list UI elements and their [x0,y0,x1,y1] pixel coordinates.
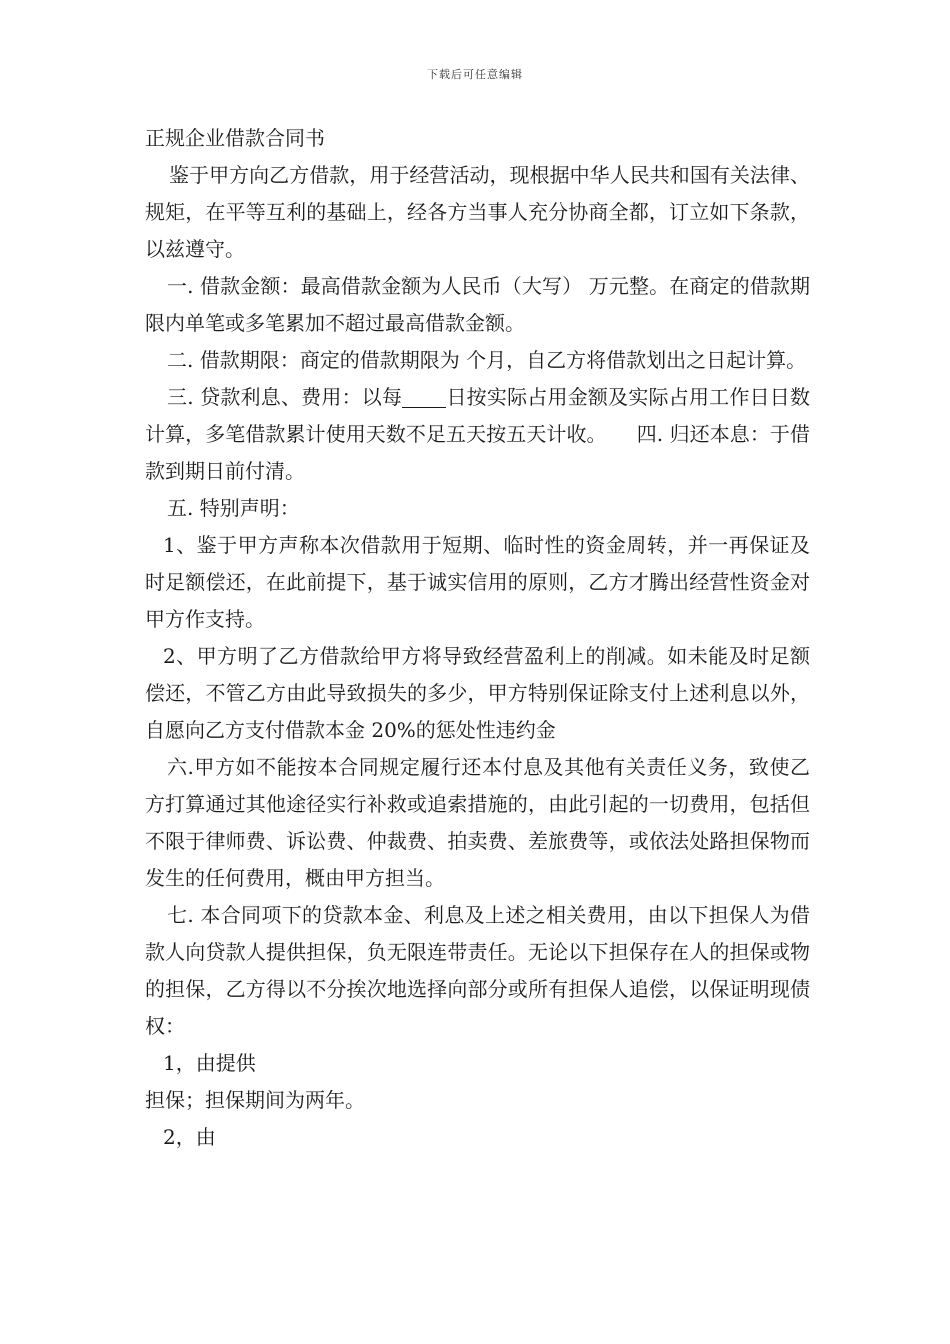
guarantee-item-1-period: 担保；担保期间为两年。 [145,1088,365,1112]
clause-5-item-2: 2、甲方明了乙方借款给甲方将导致经营盈利上的削减。如未能及时足额偿还，不管乙方由此导致损失的多少，甲方特别保证除支付上述利息以外，自愿向乙方支付借款本金 20%的惩处性违约金 [145,644,810,742]
clause-3-interest [145,379,810,490]
clause-3-text-end: 日按实际占用金额及实际占用工作日日数计算，多笔借款累计使用天数不足五天按五天计收。 四. 归还本息：于借款到期日前付清。 [145,385,811,483]
clause-3-text-start: 三. 贷款利息、费用：以每 [167,385,403,409]
guarantee-item-2: 2，由 [163,1125,216,1149]
guarantee-item-1: 1，由提供 [163,1051,256,1075]
clause-1-loan-amount: 一. 借款金额：最高借款金额为人民币（大写） 万元整。在商定的借款期限内单笔或多笔累加不超过最高借款金额。 [145,274,810,335]
document-title: 正规企业借款合同书 [145,126,325,150]
clause-2-loan-term: 二. 借款期限：商定的借款期限为 个月，自乙方将借款划出之日起计算。 [167,348,807,372]
clause-5-special-statement: 五. 特别声明： [167,496,300,520]
document-body [145,120,810,1156]
page-header: 下载后可任意编辑 [427,68,523,81]
clause-7-guarantee: 七. 本合同项下的贷款本金、利息及上述之相关费用，由以下担保人为借款人向贷款人提供担保，负无限连带责任。无论以下担保存在人的担保或物的担保，乙方得以不分挨次地选择向部分或所有担保人追偿，以保证明现债权： [145,903,810,1038]
blank-fill-line [402,387,446,408]
clause-6-liability: 六.甲方如不能按本合同规定履行还本付息及其他有关责任义务，致使乙方打算通过其他途径实行补救或追索措施的，由此引起的一切费用，包括但不限于律师费、诉讼费、仲裁费、拍卖费、差旅费等，或依法处路担保物而发生的任何费用，概由甲方担当。 [145,755,810,890]
preamble-paragraph: 鉴于甲方向乙方借款，用于经营活动，现根据中华人民共和国有关法律、规矩，在平等互利的基础上，经各方当事人充分协商全都，订立如下条款，以兹遵守。 [145,163,810,261]
clause-5-item-1: 1、鉴于甲方声称本次借款用于短期、临时性的资金周转，并一再保证及时足额偿还，在此前提下，基于诚实信用的原则，乙方才腾出经营性资金对甲方作支持。 [145,533,810,631]
